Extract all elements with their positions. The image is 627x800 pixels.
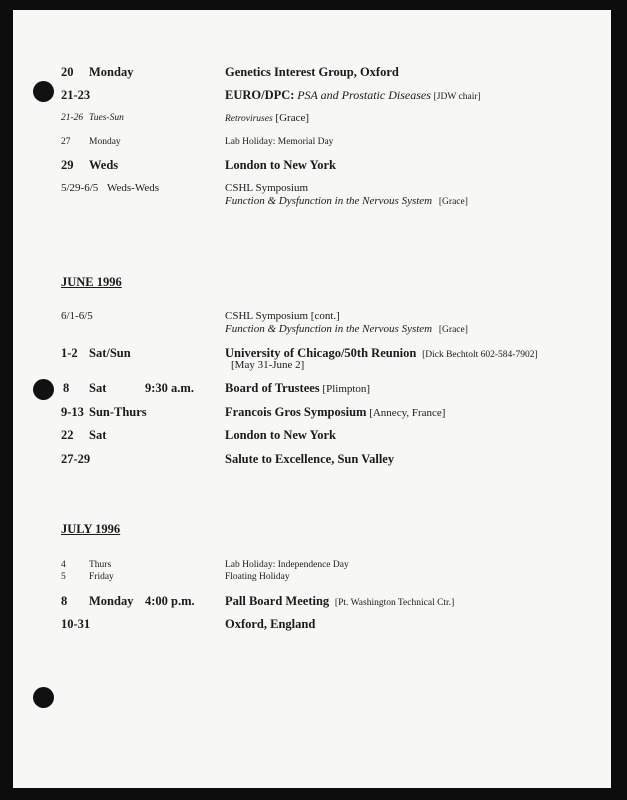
entry-event: CSHL Symposium [225,182,309,194]
entry-event [225,405,445,420]
entry-day: Monday [89,594,134,608]
entry-day: Sat [89,428,107,442]
entry-day: Sat/Sun [89,346,131,360]
entry-date: 5 [61,572,66,582]
entry-date: 22 [61,428,74,442]
punch-hole [33,81,54,102]
entry-date: 29 [61,158,74,172]
entry-day: Monday [89,137,121,147]
entry-day: Sat [89,381,107,395]
event-title: PSA and Prostatic Diseases [297,88,431,102]
entry-event-line2 [225,195,468,207]
entry-note: [JDW chair] [433,92,481,102]
event-title: Board of Trustees [225,381,320,395]
entry-note: [Grace] [275,112,310,124]
entry-event [225,381,370,396]
entry-date: 6/1-6/5 [61,310,93,322]
document-page [13,10,611,788]
punch-hole [33,687,54,708]
entry-note: [Plimpton] [322,383,371,395]
entry-date: 9-13 [61,405,84,419]
entry-date: 21-26 [61,113,84,123]
event-subtitle: Function & Dysfunction in the Nervous System [225,323,433,335]
entry-day: Monday [89,65,134,79]
entry-event: Salute to Excellence, Sun Valley [225,452,395,466]
entry-event: Lab Holiday: Memorial Day [225,137,334,147]
entry-date: 8 [63,381,70,395]
entry-event-line2 [225,323,468,335]
entry-date: 27 [61,137,71,147]
entry-day: Weds-Weds [107,182,159,194]
section-heading-june: JUNE 1996 [61,275,122,289]
entry-note: [Dick Bechtolt 602-584-7902] [422,350,538,360]
entry-note-line2: [May 31-June 2] [231,359,305,371]
event-title: University of Chicago/50th Reunion [225,346,417,360]
entry-date: 8 [61,594,68,608]
entry-date: 10-31 [61,617,91,631]
event-title: CSHL Symposium [225,310,309,322]
entry-event: Genetics Interest Group, Oxford [225,65,399,79]
entry-day: Friday [89,572,114,582]
entry-event: London to New York [225,158,337,172]
entry-event: Oxford, England [225,617,316,631]
event-title: Retroviruses [225,114,273,124]
event-title: Francois Gros Symposium [225,405,367,419]
entry-day: Tues-Sun [89,113,124,123]
entry-note: [Pt. Washington Technical Ctr.] [334,598,455,608]
entry-event [225,88,481,103]
punch-hole [33,379,54,400]
entry-event: London to New York [225,428,337,442]
event-subtitle: Function & Dysfunction in the Nervous System [225,195,433,207]
entry-note: [Annecy, France] [369,407,446,419]
entry-date: 4 [61,560,66,570]
entry-day: Weds [89,158,119,172]
entry-time: 4:00 p.m. [145,594,195,608]
entry-date: 1-2 [61,346,78,360]
section-heading-july: JULY 1996 [61,522,121,536]
entry-event [225,594,454,609]
entry-event: Lab Holiday: Independence Day [225,560,349,570]
entry-note: [Grace] [438,197,468,207]
entry-event [225,112,309,124]
entry-note: [Grace] [438,325,468,335]
event-title: EURO/DPC: [225,88,295,102]
entry-day: Thurs [89,560,112,570]
entry-event [225,310,340,322]
entry-date: 21-23 [61,88,91,102]
entry-event: Floating Holiday [225,572,290,582]
entry-note: [cont.] [310,310,340,322]
entry-day: Sun-Thurs [89,405,147,419]
event-title: Pall Board Meeting [225,594,330,608]
entry-date: 27-29 [61,452,91,466]
entry-date: 20 [61,65,74,79]
entry-date: 5/29-6/5 [61,182,99,194]
entry-time: 9:30 a.m. [145,381,194,395]
